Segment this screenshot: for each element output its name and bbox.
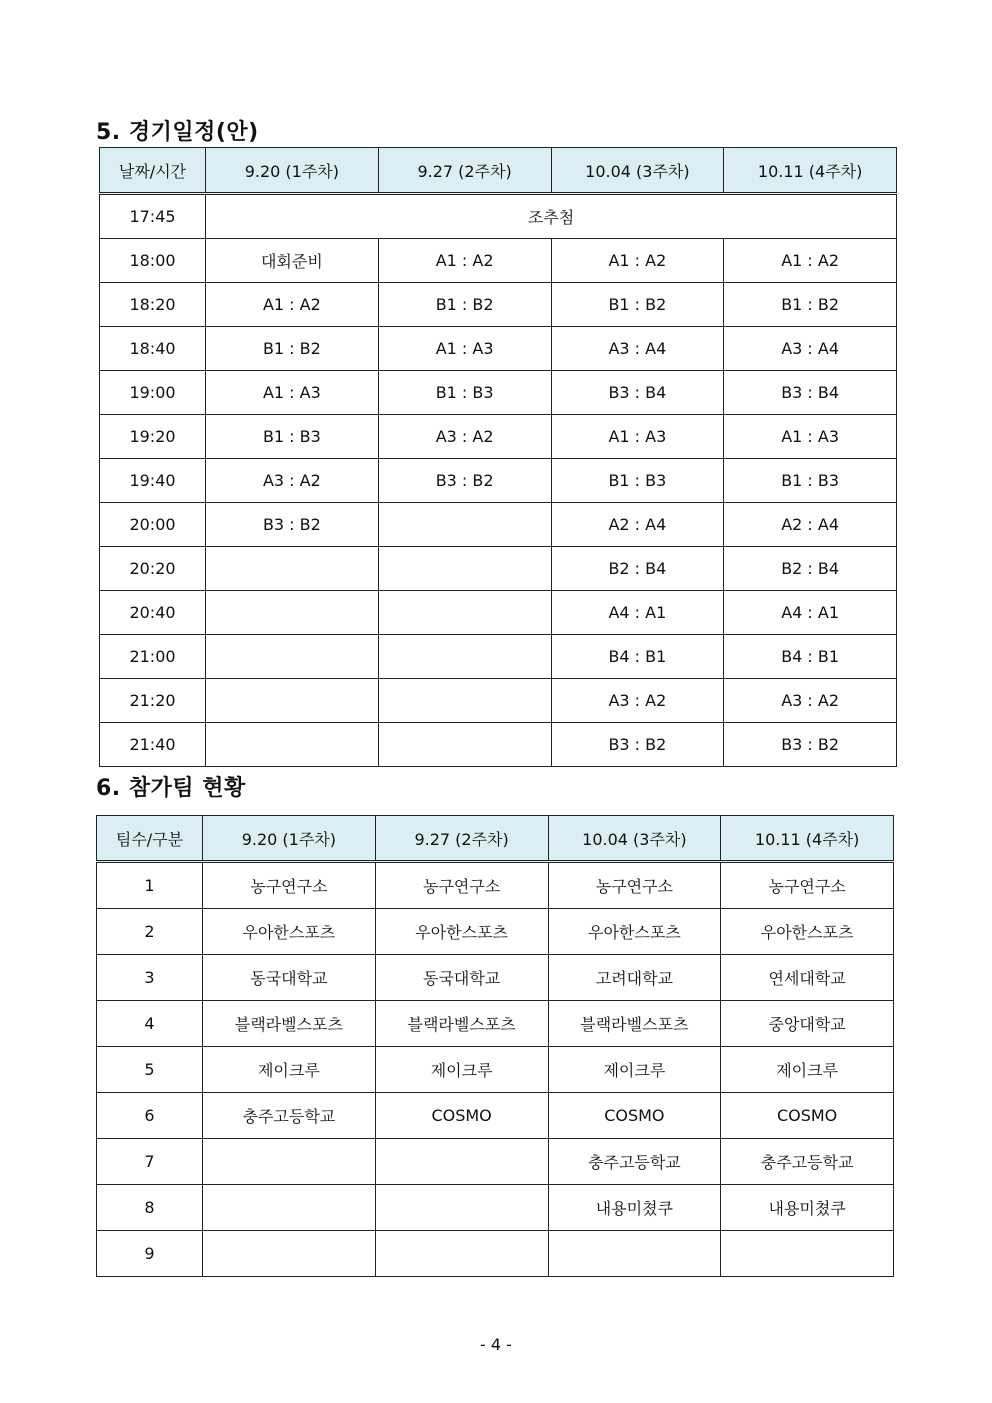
- table-row: [97, 909, 894, 955]
- table-row: [100, 371, 897, 415]
- match-cell: [378, 547, 551, 591]
- match-cell: B1 : B3: [378, 371, 551, 415]
- match-cell: B1 : B3: [724, 459, 897, 503]
- match-cell: B1 : B2: [206, 327, 379, 371]
- table-row: [100, 415, 897, 459]
- match-cell: A4 : A1: [551, 591, 724, 635]
- team-cell: 우아한스포츠: [548, 909, 721, 955]
- schedule-header-cell: 날짜/시간: [100, 148, 206, 194]
- teams-header-cell: 10.11 (4주차): [721, 816, 894, 862]
- match-cell: B3 : B2: [724, 723, 897, 767]
- table-row: [97, 955, 894, 1001]
- match-cell: A3 : A2: [378, 415, 551, 459]
- match-cell: [378, 635, 551, 679]
- match-cell: [206, 591, 379, 635]
- team-cell: [203, 1185, 376, 1231]
- team-cell: 농구연구소: [203, 862, 376, 909]
- match-cell: B1 : B2: [724, 283, 897, 327]
- team-number-cell: 9: [97, 1231, 203, 1277]
- teams-header-cell: 10.04 (3주차): [548, 816, 721, 862]
- team-cell: [203, 1231, 376, 1277]
- match-cell: A1 : A2: [724, 239, 897, 283]
- team-cell: 연세대학교: [721, 955, 894, 1001]
- table-row: [100, 723, 897, 767]
- team-cell: 제이크루: [721, 1047, 894, 1093]
- team-cell: 동국대학교: [375, 955, 548, 1001]
- time-cell: 21:20: [100, 679, 206, 723]
- teams-header-row: [97, 816, 894, 862]
- table-row: [97, 1001, 894, 1047]
- table-row: [100, 591, 897, 635]
- match-cell: [206, 547, 379, 591]
- match-cell: [378, 503, 551, 547]
- team-cell: [375, 1185, 548, 1231]
- table-row: [97, 1139, 894, 1185]
- team-cell: 중앙대학교: [721, 1001, 894, 1047]
- schedule-header-cell: 9.27 (2주차): [378, 148, 551, 194]
- team-cell: 내용미쳤쿠: [548, 1185, 721, 1231]
- team-cell: 고려대학교: [548, 955, 721, 1001]
- team-cell: 충주고등학교: [548, 1139, 721, 1185]
- team-number-cell: 3: [97, 955, 203, 1001]
- table-row: [97, 1231, 894, 1277]
- match-cell: A3 : A2: [206, 459, 379, 503]
- match-cell: A4 : A1: [724, 591, 897, 635]
- team-cell: 농구연구소: [375, 862, 548, 909]
- time-cell: 21:40: [100, 723, 206, 767]
- team-cell: 농구연구소: [548, 862, 721, 909]
- time-cell: 18:00: [100, 239, 206, 283]
- match-cell: A2 : A4: [724, 503, 897, 547]
- table-row: [100, 547, 897, 591]
- match-cell: A1 : A3: [206, 371, 379, 415]
- table-row: [100, 194, 897, 239]
- team-number-cell: 2: [97, 909, 203, 955]
- page-number: - 4 -: [480, 1335, 512, 1354]
- match-cell: B3 : B2: [206, 503, 379, 547]
- team-cell: [721, 1231, 894, 1277]
- match-cell: A1 : A3: [378, 327, 551, 371]
- team-number-cell: 4: [97, 1001, 203, 1047]
- team-number-cell: 1: [97, 862, 203, 909]
- team-cell: [203, 1139, 376, 1185]
- match-cell: [206, 723, 379, 767]
- match-cell: B3 : B4: [724, 371, 897, 415]
- match-cell: A1 : A2: [206, 283, 379, 327]
- table-row: [100, 327, 897, 371]
- match-cell: A1 : A2: [378, 239, 551, 283]
- time-cell: 19:20: [100, 415, 206, 459]
- match-cell: A1 : A2: [551, 239, 724, 283]
- table-row: [100, 503, 897, 547]
- teams-header-cell: 팀수/구분: [97, 816, 203, 862]
- match-cell: B1 : B2: [378, 283, 551, 327]
- team-cell: [548, 1231, 721, 1277]
- team-cell: 충주고등학교: [721, 1139, 894, 1185]
- time-cell: 18:20: [100, 283, 206, 327]
- table-row: [97, 1185, 894, 1231]
- match-cell: B4 : B1: [551, 635, 724, 679]
- match-cell: B1 : B3: [206, 415, 379, 459]
- match-cell: [378, 679, 551, 723]
- time-cell: 19:00: [100, 371, 206, 415]
- table-row: [100, 459, 897, 503]
- team-cell: 블랙라벨스포츠: [548, 1001, 721, 1047]
- match-cell: A3 : A2: [724, 679, 897, 723]
- draw-cell: 조추첨: [206, 194, 897, 239]
- team-number-cell: 6: [97, 1093, 203, 1139]
- table-row: [97, 1093, 894, 1139]
- table-row: [100, 239, 897, 283]
- match-cell: A1 : A3: [551, 415, 724, 459]
- match-cell: [206, 635, 379, 679]
- teams-header-cell: 9.27 (2주차): [375, 816, 548, 862]
- team-cell: [375, 1139, 548, 1185]
- match-cell: [206, 679, 379, 723]
- match-cell: A3 : A4: [724, 327, 897, 371]
- match-cell: 대회준비: [206, 239, 379, 283]
- time-cell: 21:00: [100, 635, 206, 679]
- team-cell: 제이크루: [548, 1047, 721, 1093]
- team-cell: 제이크루: [203, 1047, 376, 1093]
- match-cell: B3 : B4: [551, 371, 724, 415]
- schedule-table: [99, 147, 897, 767]
- match-cell: A3 : A4: [551, 327, 724, 371]
- time-cell: 20:20: [100, 547, 206, 591]
- team-cell: 내용미쳤쿠: [721, 1185, 894, 1231]
- team-cell: COSMO: [375, 1093, 548, 1139]
- team-cell: COSMO: [721, 1093, 894, 1139]
- schedule-header-cell: 9.20 (1주차): [206, 148, 379, 194]
- team-cell: 충주고등학교: [203, 1093, 376, 1139]
- team-number-cell: 7: [97, 1139, 203, 1185]
- match-cell: B4 : B1: [724, 635, 897, 679]
- match-cell: A2 : A4: [551, 503, 724, 547]
- match-cell: B1 : B3: [551, 459, 724, 503]
- team-cell: 블랙라벨스포츠: [203, 1001, 376, 1047]
- teams-table: [96, 815, 894, 1277]
- team-cell: 우아한스포츠: [203, 909, 376, 955]
- match-cell: B2 : B4: [551, 547, 724, 591]
- team-cell: 동국대학교: [203, 955, 376, 1001]
- section-6-title: 6. 참가팀 현황: [96, 776, 246, 801]
- team-cell: 농구연구소: [721, 862, 894, 909]
- schedule-header-cell: 10.04 (3주차): [551, 148, 724, 194]
- team-cell: 제이크루: [375, 1047, 548, 1093]
- team-number-cell: 8: [97, 1185, 203, 1231]
- schedule-header-row: [100, 148, 897, 194]
- team-cell: COSMO: [548, 1093, 721, 1139]
- match-cell: [378, 591, 551, 635]
- match-cell: B1 : B2: [551, 283, 724, 327]
- time-cell: 19:40: [100, 459, 206, 503]
- team-cell: 우아한스포츠: [375, 909, 548, 955]
- match-cell: [378, 723, 551, 767]
- section-5-title: 5. 경기일정(안): [96, 120, 259, 145]
- team-cell: 블랙라벨스포츠: [375, 1001, 548, 1047]
- time-cell: 20:00: [100, 503, 206, 547]
- time-cell: 20:40: [100, 591, 206, 635]
- match-cell: B2 : B4: [724, 547, 897, 591]
- teams-header-cell: 9.20 (1주차): [203, 816, 376, 862]
- table-row: [100, 635, 897, 679]
- team-cell: 우아한스포츠: [721, 909, 894, 955]
- table-row: [97, 862, 894, 909]
- match-cell: A3 : A2: [551, 679, 724, 723]
- schedule-header-cell: 10.11 (4주차): [724, 148, 897, 194]
- time-cell: 18:40: [100, 327, 206, 371]
- table-row: [97, 1047, 894, 1093]
- match-cell: B3 : B2: [551, 723, 724, 767]
- match-cell: B3 : B2: [378, 459, 551, 503]
- time-cell: 17:45: [100, 194, 206, 239]
- table-row: [100, 283, 897, 327]
- team-number-cell: 5: [97, 1047, 203, 1093]
- table-row: [100, 679, 897, 723]
- team-cell: [375, 1231, 548, 1277]
- match-cell: A1 : A3: [724, 415, 897, 459]
